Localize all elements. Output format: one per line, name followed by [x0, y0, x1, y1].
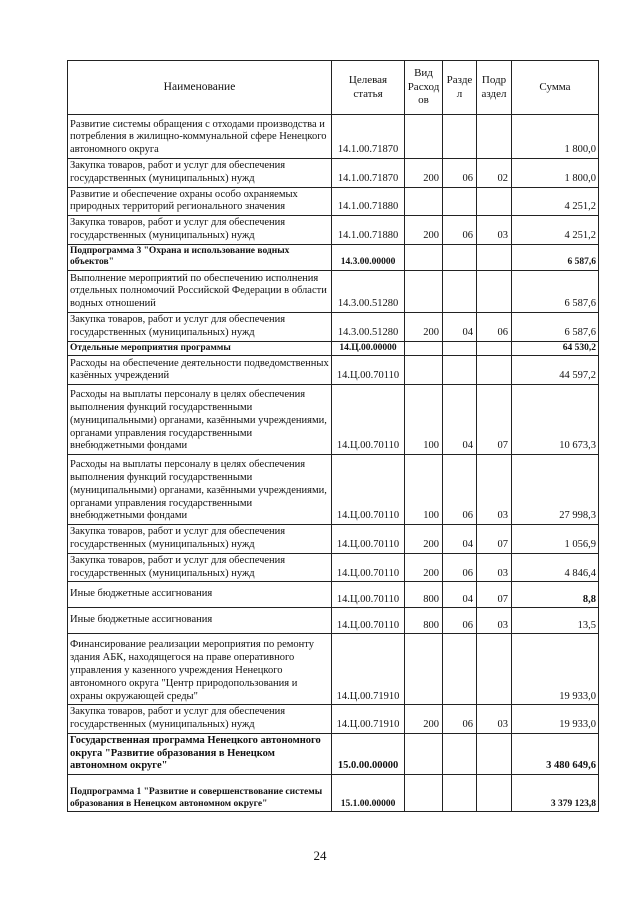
- row-sum: 8,8: [512, 582, 599, 608]
- row-expense-type: [405, 634, 443, 705]
- row-section: [443, 187, 477, 216]
- row-expense-type: [405, 356, 443, 385]
- row-sum: 4 251,2: [512, 187, 599, 216]
- row-subsection: 03: [477, 705, 512, 734]
- row-sum: 6 587,6: [512, 312, 599, 341]
- row-target-article: 14.Ц.00.70110: [332, 385, 405, 455]
- row-name: Иные бюджетные ассигнования: [68, 582, 332, 608]
- table-row: [68, 705, 599, 734]
- row-subsection: [477, 775, 512, 812]
- table-row: [68, 608, 599, 634]
- row-target-article: 14.Ц.00.70110: [332, 455, 405, 525]
- header-section: Разде л: [443, 61, 477, 115]
- row-section: [443, 356, 477, 385]
- row-section: 04: [443, 525, 477, 554]
- row-name: Закупка товаров, работ и услуг для обеспечения государственных (муниципальных) нужд: [68, 159, 332, 188]
- header-target-article: Целевая статья: [332, 61, 405, 115]
- row-target-article: 15.0.00.00000: [332, 733, 405, 774]
- row-target-article: 14.Ц.00.00000: [332, 341, 405, 356]
- table-row: [68, 270, 599, 312]
- row-name: Закупка товаров, работ и услуг для обеспечения государственных (муниципальных) нужд: [68, 553, 332, 582]
- row-name: Закупка товаров, работ и услуг для обеспечения государственных (муниципальных) нужд: [68, 705, 332, 734]
- row-expense-type: 800: [405, 582, 443, 608]
- program-row: [68, 733, 599, 774]
- row-expense-type: [405, 115, 443, 159]
- table-row: [68, 525, 599, 554]
- row-name: Развитие и обеспечение охраны особо охраняемых природных территорий регионального значения: [68, 187, 332, 216]
- row-section: [443, 270, 477, 312]
- row-name: Закупка товаров, работ и услуг для обеспечения государственных (муниципальных) нужд: [68, 312, 332, 341]
- row-section: 06: [443, 455, 477, 525]
- header-row: [68, 61, 599, 115]
- row-target-article: 14.Ц.00.70110: [332, 553, 405, 582]
- row-sum: 27 998,3: [512, 455, 599, 525]
- page-number: 24: [313, 848, 327, 863]
- subprogram-row: [68, 244, 599, 270]
- row-expense-type: [405, 270, 443, 312]
- row-target-article: 14.1.00.71880: [332, 187, 405, 216]
- row-expense-type: [405, 733, 443, 774]
- header-sum: Сумма: [512, 61, 599, 115]
- section-row: [68, 341, 599, 356]
- row-name: Отдельные мероприятия программы: [68, 341, 332, 356]
- row-name: Развитие системы обращения с отходами производства и потребления в жилищно-коммунальной сфере Ненецкого автономного округа: [68, 115, 332, 159]
- row-section: [443, 341, 477, 356]
- row-expense-type: [405, 775, 443, 812]
- row-section: 04: [443, 385, 477, 455]
- row-section: [443, 244, 477, 270]
- row-subsection: 07: [477, 582, 512, 608]
- table-row: [68, 159, 599, 188]
- row-name: Финансирование реализации мероприятия по ремонту здания АБК, находящегося на праве оперативного управления у казенного учреждения Ненецкого автономного округа "Центр природопользования и охраны окружающей среды": [68, 634, 332, 705]
- row-target-article: 14.Ц.00.71910: [332, 634, 405, 705]
- row-sum: 4 846,4: [512, 553, 599, 582]
- row-subsection: 03: [477, 216, 512, 245]
- row-target-article: 14.1.00.71870: [332, 115, 405, 159]
- row-section: [443, 115, 477, 159]
- budget-table: [67, 60, 599, 812]
- row-name: Государственная программа Ненецкого автономного округа "Развитие образования в Ненецком автономном округе": [68, 733, 332, 774]
- table-row: [68, 115, 599, 159]
- row-target-article: 14.1.00.71870: [332, 159, 405, 188]
- header-subsection: Подр аздел: [477, 61, 512, 115]
- table-row: [68, 634, 599, 705]
- row-expense-type: [405, 187, 443, 216]
- row-target-article: 14.3.00.51280: [332, 270, 405, 312]
- row-sum: 1 056,9: [512, 525, 599, 554]
- row-target-article: 14.Ц.00.70110: [332, 608, 405, 634]
- row-section: 06: [443, 705, 477, 734]
- row-expense-type: 100: [405, 385, 443, 455]
- row-section: 06: [443, 608, 477, 634]
- table-row: [68, 582, 599, 608]
- row-name: Иные бюджетные ассигнования: [68, 608, 332, 634]
- row-subsection: 03: [477, 455, 512, 525]
- subprogram-row: [68, 775, 599, 812]
- row-sum: 6 587,6: [512, 270, 599, 312]
- table-row: [68, 187, 599, 216]
- row-name: Выполнение мероприятий по обеспечению исполнения отдельных полномочий Российской Федерации в области водных отношений: [68, 270, 332, 312]
- table-row: [68, 216, 599, 245]
- table-row: [68, 553, 599, 582]
- row-subsection: [477, 733, 512, 774]
- row-section: 06: [443, 159, 477, 188]
- table-row: [68, 312, 599, 341]
- row-target-article: 15.1.00.00000: [332, 775, 405, 812]
- row-sum: 6 587,6: [512, 244, 599, 270]
- row-sum: 64 530,2: [512, 341, 599, 356]
- row-expense-type: 200: [405, 216, 443, 245]
- row-expense-type: 200: [405, 312, 443, 341]
- row-target-article: 14.1.00.71880: [332, 216, 405, 245]
- row-subsection: [477, 634, 512, 705]
- row-sum: 19 933,0: [512, 634, 599, 705]
- row-name: Закупка товаров, работ и услуг для обеспечения государственных (муниципальных) нужд: [68, 525, 332, 554]
- row-sum: 44 597,2: [512, 356, 599, 385]
- row-name: Подпрограмма 1 "Развитие и совершенствование системы образования в Ненецком автономном округе": [68, 775, 332, 812]
- row-expense-type: 800: [405, 608, 443, 634]
- row-expense-type: 200: [405, 705, 443, 734]
- row-section: [443, 733, 477, 774]
- row-sum: 3 480 649,6: [512, 733, 599, 774]
- row-subsection: 03: [477, 553, 512, 582]
- header-name: Наименование: [68, 61, 332, 115]
- row-sum: 1 800,0: [512, 115, 599, 159]
- row-subsection: [477, 270, 512, 312]
- row-expense-type: 200: [405, 553, 443, 582]
- row-subsection: 07: [477, 525, 512, 554]
- row-expense-type: [405, 244, 443, 270]
- row-section: 06: [443, 553, 477, 582]
- row-target-article: 14.3.00.00000: [332, 244, 405, 270]
- row-target-article: 14.3.00.51280: [332, 312, 405, 341]
- row-subsection: 07: [477, 385, 512, 455]
- row-target-article: 14.Ц.00.71910: [332, 705, 405, 734]
- row-name: Расходы на выплаты персоналу в целях обеспечения выполнения функций государственными (муниципальными) органами, казёнными учреждениями, органами управления государственными внебюджетными фондами: [68, 385, 332, 455]
- row-name: Расходы на обеспечение деятельности подведомственных казённых учреждений: [68, 356, 332, 385]
- row-subsection: [477, 341, 512, 356]
- row-sum: 10 673,3: [512, 385, 599, 455]
- table-row: [68, 356, 599, 385]
- row-expense-type: 200: [405, 159, 443, 188]
- row-subsection: [477, 356, 512, 385]
- row-section: 04: [443, 312, 477, 341]
- table-row: [68, 455, 599, 525]
- row-section: 04: [443, 582, 477, 608]
- row-name: Закупка товаров, работ и услуг для обеспечения государственных (муниципальных) нужд: [68, 216, 332, 245]
- row-subsection: 03: [477, 608, 512, 634]
- row-target-article: 14.Ц.00.70110: [332, 582, 405, 608]
- row-subsection: [477, 244, 512, 270]
- row-sum: 13,5: [512, 608, 599, 634]
- row-expense-type: 100: [405, 455, 443, 525]
- row-name: Расходы на выплаты персоналу в целях обеспечения выполнения функций государственными (муниципальными) органами, казёнными учреждениями, органами управления государственными внебюджетными фондами: [68, 455, 332, 525]
- row-sum: 1 800,0: [512, 159, 599, 188]
- row-sum: 19 933,0: [512, 705, 599, 734]
- row-section: [443, 775, 477, 812]
- header-expense-type: Вид Расход ов: [405, 61, 443, 115]
- table-row: [68, 385, 599, 455]
- row-subsection: 02: [477, 159, 512, 188]
- row-target-article: 14.Ц.00.70110: [332, 356, 405, 385]
- row-expense-type: [405, 341, 443, 356]
- row-target-article: 14.Ц.00.70110: [332, 525, 405, 554]
- row-expense-type: 200: [405, 525, 443, 554]
- row-name: Подпрограмма 3 "Охрана и использование водных объектов": [68, 244, 332, 270]
- row-sum: 4 251,2: [512, 216, 599, 245]
- row-subsection: [477, 187, 512, 216]
- row-subsection: 06: [477, 312, 512, 341]
- row-section: 06: [443, 216, 477, 245]
- row-section: [443, 634, 477, 705]
- row-subsection: [477, 115, 512, 159]
- row-sum: 3 379 123,8: [512, 775, 599, 812]
